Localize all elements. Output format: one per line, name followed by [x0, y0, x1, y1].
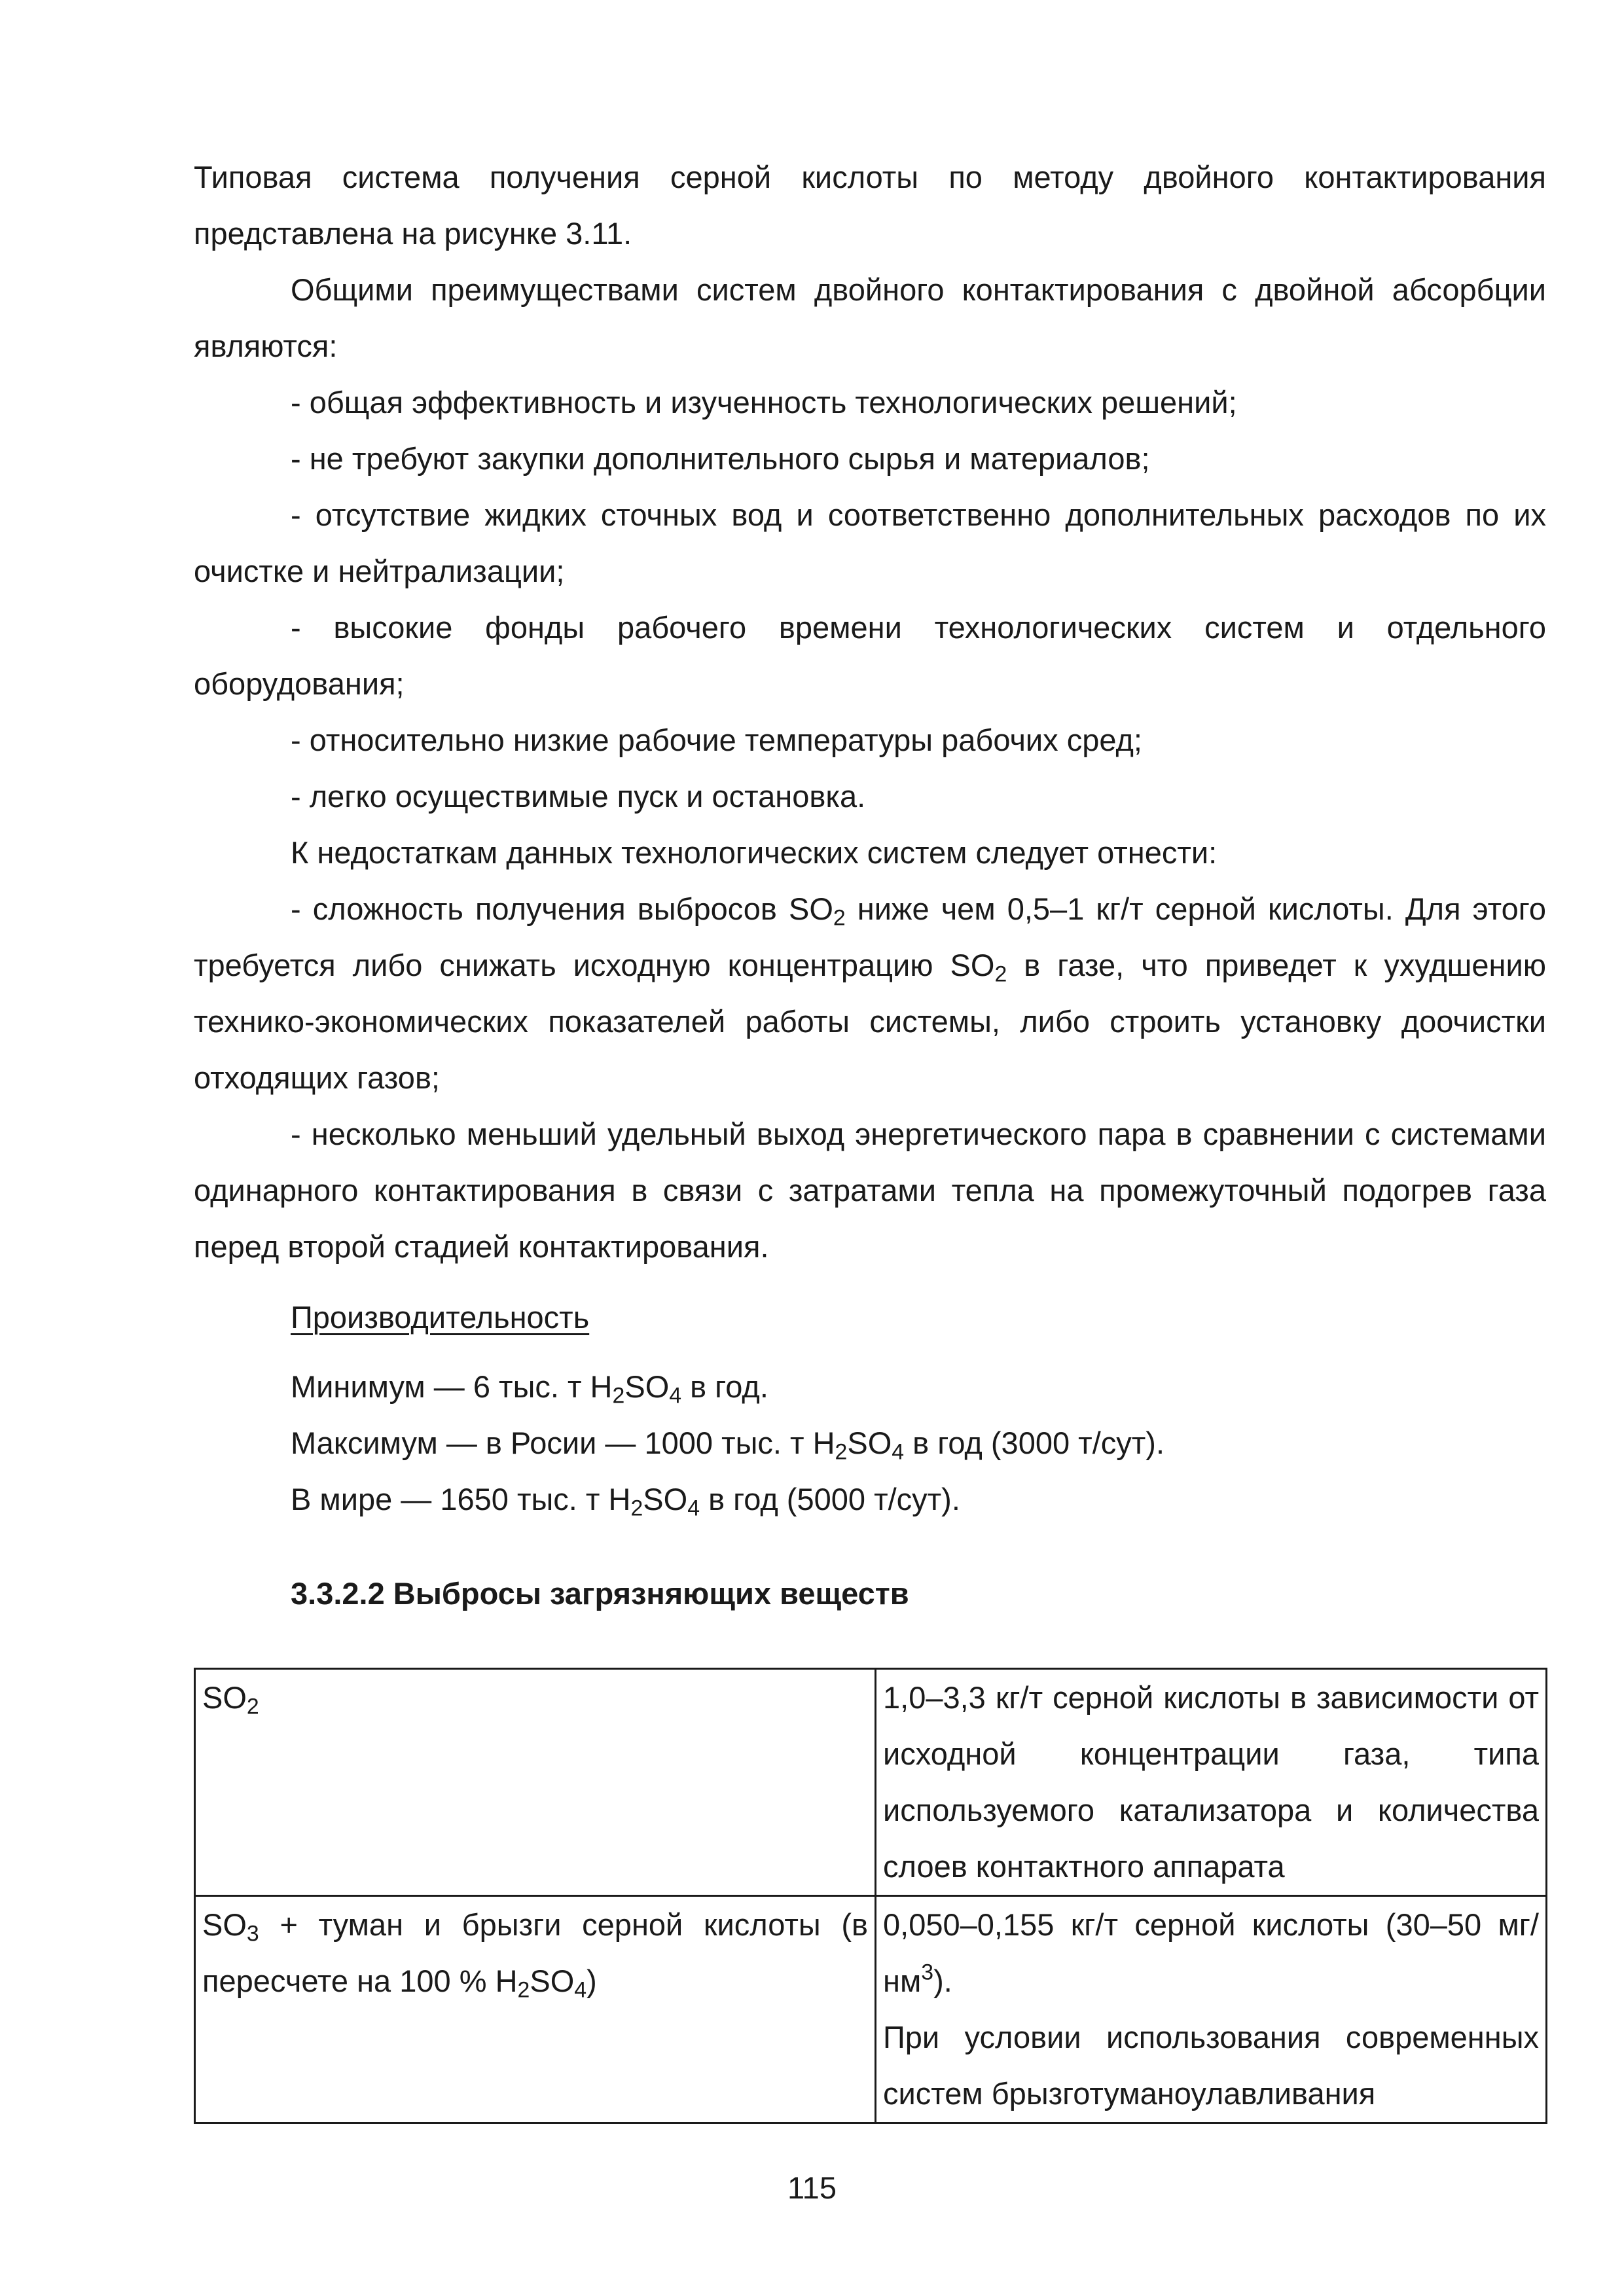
subscript: 2 [517, 1977, 530, 2003]
text-run: - сложность получения выбросов SO [291, 891, 833, 926]
text-run: SO [202, 1680, 247, 1715]
subscript: 2 [630, 1496, 643, 1521]
page-number: 115 [787, 2170, 837, 2205]
paragraph-intro: Типовая система получения серной кислоты по методу двойного контактирования представлена на рисунке 3.11. [194, 160, 1546, 251]
text-run: Максимум — в Росии — 1000 тыс. т H [291, 1426, 835, 1460]
text-run: При условии использования современных систем брызготуманоулавливания [883, 2020, 1539, 2111]
table-cell-substance [195, 1669, 876, 1896]
emissions-table [194, 1668, 1547, 2124]
list-item-advantage-3: - отсутствие жидких сточных вод и соответственно дополнительных расходов по их очистке и нейтрализации; [194, 497, 1546, 588]
subscript: 2 [246, 1694, 259, 1719]
productivity-minimum [291, 1359, 768, 1415]
subscript: 2 [612, 1383, 625, 1408]
paragraph-disadvantages-intro: К недостаткам данных технологических систем следует отнести: [291, 835, 1218, 870]
section-heading: 3.3.2.2 Выбросы загрязняющих веществ [291, 1576, 909, 1611]
text-run: в год (3000 т/сут). [904, 1426, 1164, 1460]
list-item-advantage-6: - легко осуществимые пуск и остановка. [291, 779, 866, 814]
subscript: 4 [669, 1383, 682, 1408]
list-item-advantage-1: - общая эффективность и изученность технологических решений; [291, 385, 1237, 420]
text-run: ниже чем 0,5–1 кг/т серной кислоты. Для этого требуется либо снижать исходную концентрацию SO [194, 891, 1546, 982]
table-cell-value [876, 1896, 1547, 2123]
table-cell-substance [195, 1896, 876, 2123]
productivity-heading: Производительность [291, 1300, 590, 1335]
list-item-advantage-2: - не требуют закупки дополнительного сырья и материалов; [291, 441, 1150, 476]
text-run: SO [202, 1907, 247, 1942]
subscript: 2 [835, 1439, 848, 1465]
text-run: ) [586, 1964, 597, 1998]
subscript: 2 [994, 961, 1007, 987]
text-run: SO [530, 1964, 575, 1998]
productivity-world [291, 1471, 960, 1528]
text-run: в газе, что приведет к ухудшению технико-экономических показателей работы системы, либо строить установку доочистки отходящих газов; [194, 948, 1546, 1095]
subscript: 4 [574, 1977, 587, 2003]
text-run: 0,050–0,155 кг/т серной кислоты (30–50 мг/нм [883, 1907, 1539, 1998]
list-item-disadvantage-1 [194, 881, 1546, 1106]
text-run: в год. [681, 1369, 768, 1404]
text-run: SO [624, 1369, 670, 1404]
subscript: 3 [246, 1921, 259, 1946]
paragraph-advantages-intro: Общими преимуществами систем двойного контактирования с двойной абсорбции являются: [194, 272, 1546, 363]
superscript: 3 [921, 1960, 934, 1985]
list-item-advantage-4: - высокие фонды рабочего времени технологических систем и отдельного оборудования; [194, 610, 1546, 701]
text-run: + туман и брызги серной кислоты (в пересчете на 100 % H [202, 1907, 868, 1998]
subscript: 4 [892, 1439, 905, 1465]
text-run: в год (5000 т/сут). [700, 1482, 960, 1516]
list-item-disadvantage-2: - несколько меньший удельный выход энергетического пара в сравнении с системами одинарного контактирования в связи с затратами тепла на промежуточный подогрев газа перед второй стадией контактирования. [194, 1117, 1546, 1264]
text-run: SO [643, 1482, 688, 1516]
list-item-advantage-5: - относительно низкие рабочие температуры рабочих сред; [291, 723, 1142, 757]
table-cell-value: 1,0–3,3 кг/т серной кислоты в зависимости от исходной концентрации газа, типа используемого катализатора и количества слоев контактного аппарата [876, 1669, 1547, 1896]
text-run: Минимум — 6 тыс. т H [291, 1369, 613, 1404]
subscript: 4 [687, 1496, 700, 1521]
text-run: В мире — 1650 тыс. т H [291, 1482, 631, 1516]
table-row [195, 1896, 1547, 2123]
text-run: SO [847, 1426, 892, 1460]
productivity-maximum [291, 1415, 1164, 1471]
text-run: ). [933, 1964, 952, 1998]
subscript: 2 [833, 905, 846, 931]
table-row [195, 1669, 1547, 1896]
